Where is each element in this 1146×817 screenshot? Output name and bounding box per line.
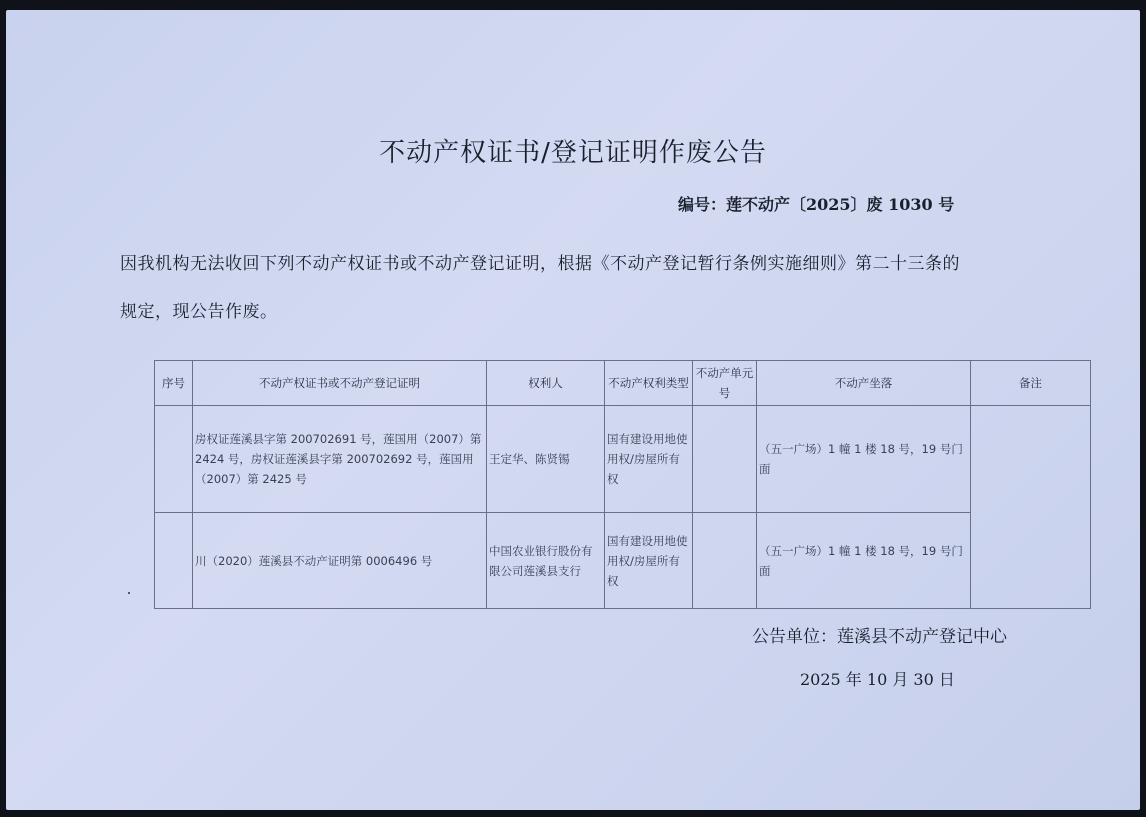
cell-unit-no	[693, 406, 757, 513]
cell-seq	[155, 406, 193, 513]
cell-right-type: 国有建设用地使用权/房屋所有权	[605, 406, 693, 513]
header-remark: 备注	[971, 361, 1091, 406]
cell-seq	[155, 513, 193, 609]
cell-unit-no	[693, 513, 757, 609]
document-number: 编号：莲不动产〔2025〕废 1030 号	[678, 195, 955, 214]
voided-certificates-table	[154, 360, 1091, 609]
header-location: 不动产坐落	[757, 361, 971, 406]
issuing-unit: 公告单位：莲溪县不动产登记中心	[752, 627, 1007, 647]
cell-location: （五一广场）1 幢 1 楼 18 号，19 号门面	[757, 406, 971, 513]
cell-remark	[971, 406, 1091, 609]
header-unit-no: 不动产单元号	[693, 361, 757, 406]
table-row	[155, 406, 1091, 513]
paper-speck	[128, 592, 130, 594]
cell-right-type: 国有建设用地使用权/房屋所有权	[605, 513, 693, 609]
table-header-row	[155, 361, 1091, 406]
intro-line-1: 因我机构无法收回下列不动产权证书或不动产登记证明，根据《不动产登记暂行条例实施细则》第二十三条的	[120, 254, 960, 274]
intro-paragraph	[120, 240, 1050, 336]
header-seq: 序号	[155, 361, 193, 406]
intro-line-2: 规定，现公告作废。	[120, 302, 278, 322]
cell-holder: 中国农业银行股份有限公司莲溪县支行	[487, 513, 605, 609]
cell-holder: 王定华、陈贤锡	[487, 406, 605, 513]
table-row	[155, 513, 1091, 609]
notice-title: 不动产权证书/登记证明作废公告	[379, 138, 767, 168]
header-certificate: 不动产权证书或不动产登记证明	[193, 361, 487, 406]
header-right-type: 不动产权利类型	[605, 361, 693, 406]
cell-certificate: 房权证莲溪县字第 200702691 号，莲国用（2007）第 2424 号，房权证莲溪县字第 200702692 号，莲国用（2007）第 2425 号	[193, 406, 487, 513]
cell-location: （五一广场）1 幢 1 楼 18 号，19 号门面	[757, 513, 971, 609]
cell-certificate: 川（2020）莲溪县不动产证明第 0006496 号	[193, 513, 487, 609]
header-holder: 权利人	[487, 361, 605, 406]
issue-date: 2025 年 10 月 30 日	[800, 670, 955, 689]
